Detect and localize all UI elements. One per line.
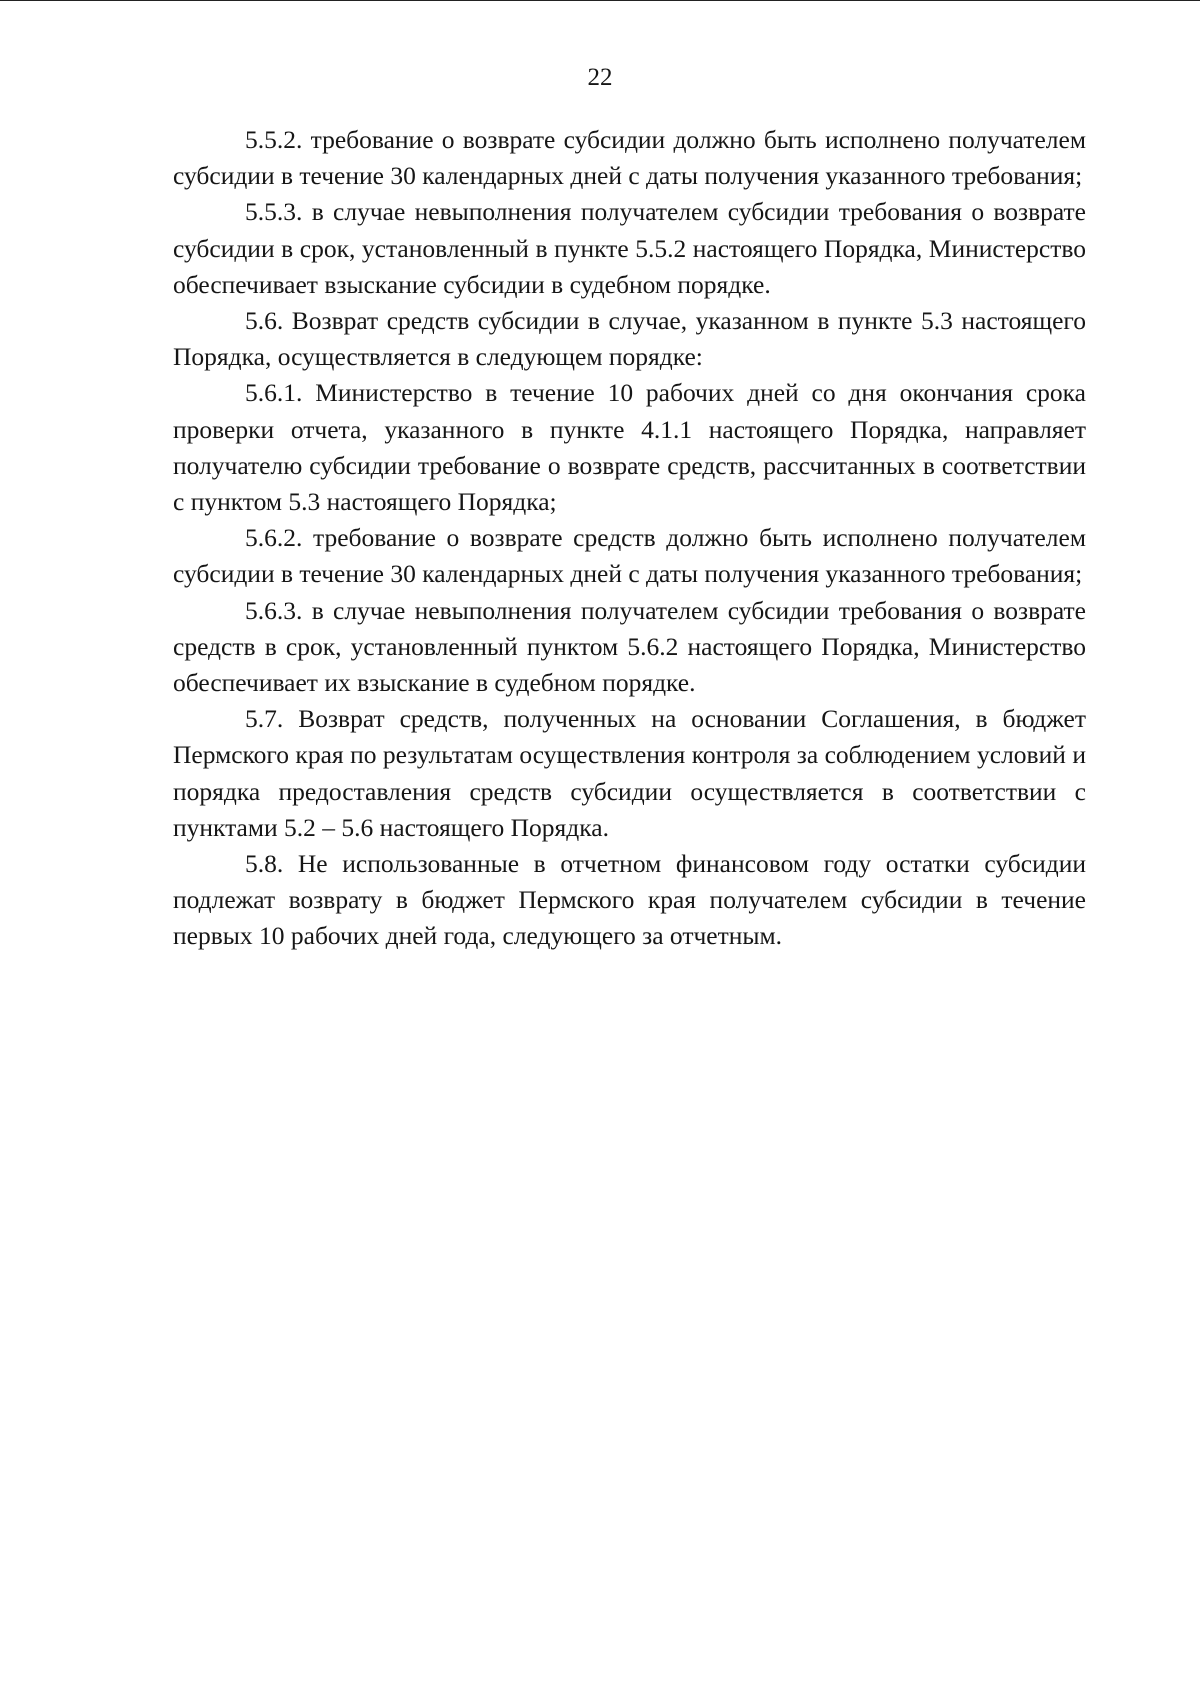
paragraph-5-5-2: 5.5.2. требование о возврате субсидии должно быть исполнено получателем субсидии в течение 30 календарных дней с даты получения указанного требования;: [173, 125, 1086, 191]
document-body: [173, 122, 1086, 955]
paragraph-5-7: 5.7. Возврат средств, полученных на основании Соглашения, в бюджет Пермского края по результатам осуществления контроля за соблюдением условий и порядка предоставления средств субсидии осуществляется в соответствии с пунктами 5.2 – 5.6 настоящего Порядка.: [173, 704, 1086, 842]
paragraph-5-8: 5.8. Не использованные в отчетном финансовом году остатки субсидии подлежат возврату в бюджет Пермского края получателем субсидии в течение первых 10 рабочих дней года, следующего за отчетным.: [173, 849, 1086, 951]
paragraph-5-6: 5.6. Возврат средств субсидии в случае, указанном в пункте 5.3 настоящего Порядка, осуществляется в следующем порядке:: [173, 306, 1086, 372]
paragraph-5-5-3: 5.5.3. в случае невыполнения получателем субсидии требования о возврате субсидии в срок, установленный в пункте 5.5.2 настоящего Порядка, Министерство обеспечивает взыскание субсидии в судебном порядке.: [173, 197, 1086, 299]
page-number: 22: [587, 64, 613, 91]
paragraph-5-6-2: 5.6.2. требование о возврате средств должно быть исполнено получателем субсидии в течение 30 календарных дней с даты получения указанного требования;: [173, 523, 1086, 589]
paragraph-5-6-3: 5.6.3. в случае невыполнения получателем субсидии требования о возврате средств в срок, установленный пунктом 5.6.2 настоящего Порядка, Министерство обеспечивает их взыскание в судебном порядке.: [173, 595, 1086, 698]
paragraph-5-6-1: 5.6.1. Министерство в течение 10 рабочих дней со дня окончания срока проверки отчета, указанного в пункте 4.1.1 настоящего Порядка, направляет получателю субсидии требование о возврате средств, рассчитанных в соответствии с пунктом 5.3 настоящего Порядка;: [173, 378, 1086, 517]
